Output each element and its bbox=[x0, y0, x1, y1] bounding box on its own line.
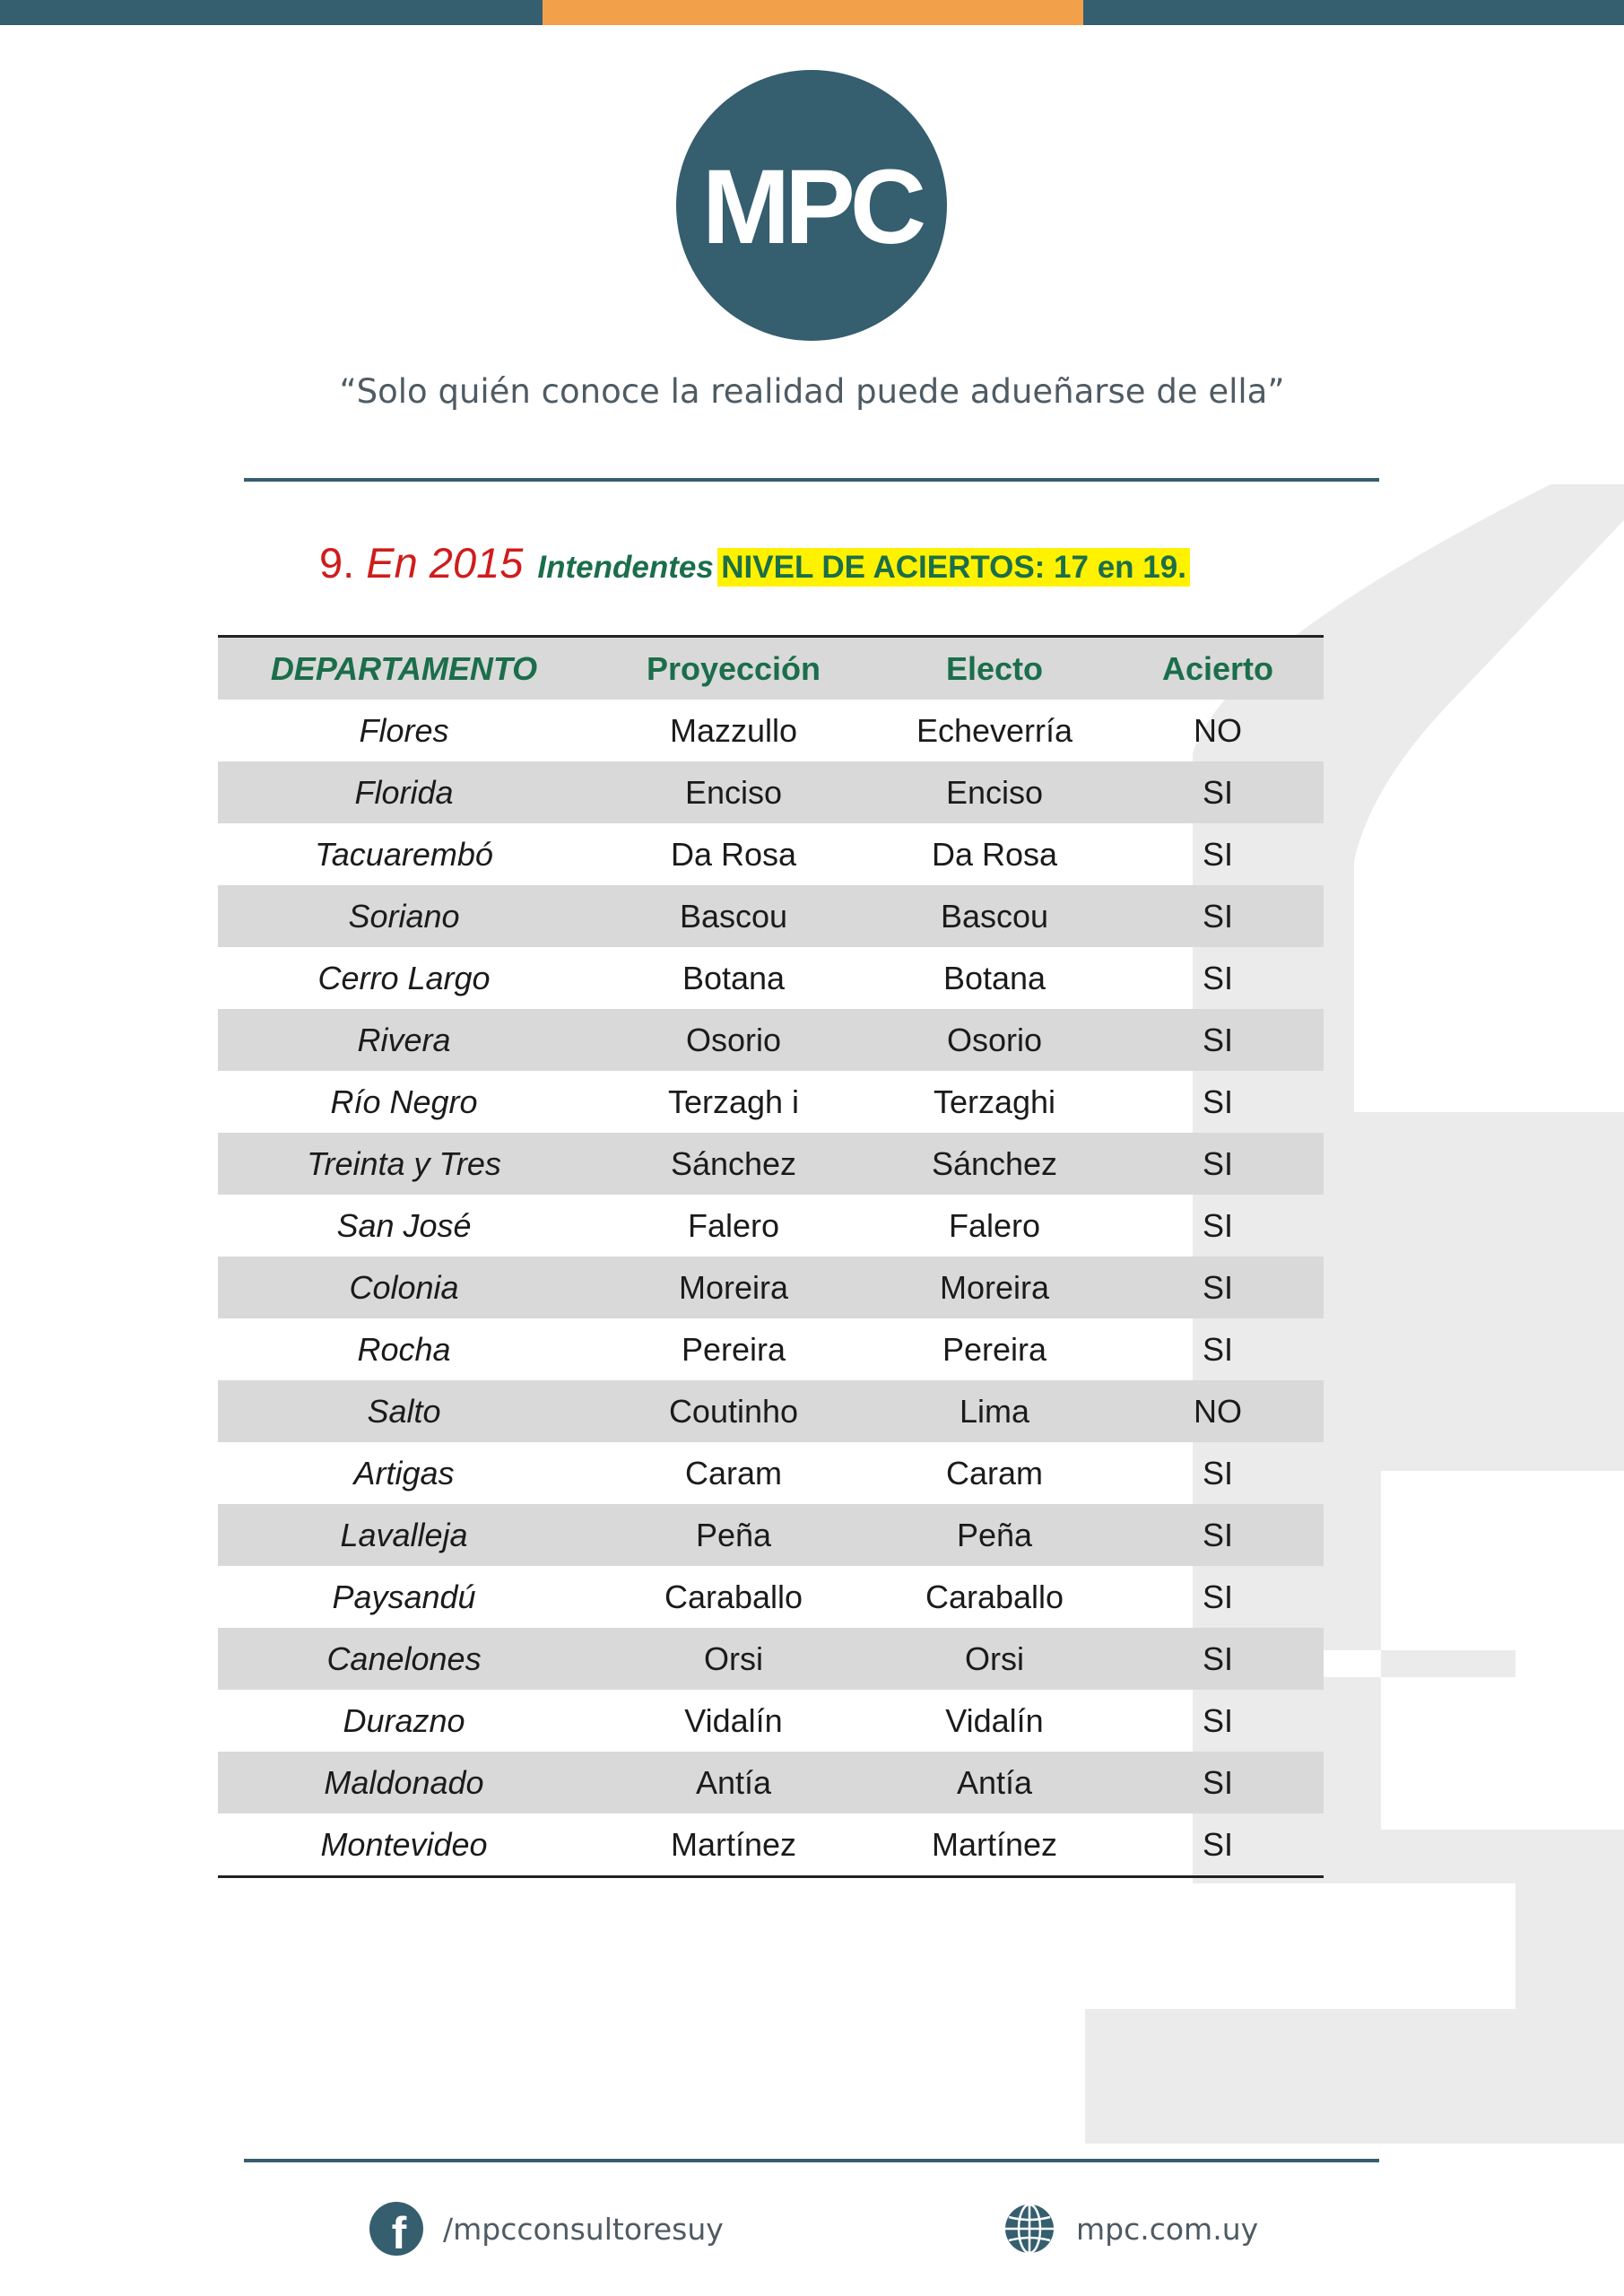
results-table bbox=[218, 635, 1324, 1878]
cell-electo: Terzaghi bbox=[933, 1083, 1056, 1120]
cell-proyeccion: Osorio bbox=[590, 1009, 877, 1071]
facebook-link[interactable] bbox=[369, 2202, 724, 2256]
cell-electo: Botana bbox=[942, 959, 1046, 996]
cell-departamento: Flores bbox=[359, 711, 449, 749]
top-color-bar bbox=[0, 0, 1624, 25]
cell-proyeccion: Enciso bbox=[590, 761, 877, 823]
cell-acierto: SI bbox=[1112, 885, 1324, 947]
footer-divider bbox=[244, 2159, 1379, 2162]
cell-proyeccion: Terzagh i bbox=[667, 1083, 800, 1120]
table-row bbox=[218, 947, 1324, 1009]
logo-text: MPC bbox=[701, 148, 922, 266]
heading-subtitle: Intendentes bbox=[537, 550, 714, 585]
cell-departamento: Rivera bbox=[218, 1009, 590, 1071]
cell-proyeccion: Antía bbox=[590, 1752, 877, 1813]
cell-departamento: Treinta y Tres bbox=[218, 1133, 590, 1195]
table-body bbox=[218, 700, 1324, 1877]
cell-acierto: SI bbox=[1202, 959, 1233, 996]
header-departamento: DEPARTAMENTO bbox=[218, 637, 590, 700]
website-url: mpc.com.uy bbox=[1076, 2211, 1259, 2247]
cell-proyeccion: Mazzullo bbox=[669, 711, 798, 749]
table-row bbox=[218, 885, 1324, 947]
cell-electo: Echeverría bbox=[916, 711, 1073, 749]
header-proyeccion: Proyección bbox=[590, 637, 877, 700]
cell-electo: Osorio bbox=[877, 1009, 1112, 1071]
table-row bbox=[218, 1071, 1324, 1133]
cell-acierto: SI bbox=[1112, 1504, 1324, 1566]
accuracy-highlight: NIVEL DE ACIERTOS: 17 en 19. bbox=[717, 548, 1190, 587]
cell-acierto: SI bbox=[1112, 1009, 1324, 1071]
cell-proyeccion: Peña bbox=[590, 1504, 877, 1566]
cell-acierto: SI bbox=[1112, 761, 1324, 823]
cell-proyeccion: Botana bbox=[682, 959, 786, 996]
mpc-logo bbox=[676, 70, 947, 341]
cell-proyeccion: Sánchez bbox=[590, 1133, 877, 1195]
cell-electo: Lima bbox=[877, 1380, 1112, 1442]
cell-electo: Falero bbox=[948, 1206, 1041, 1244]
table-row bbox=[218, 1628, 1324, 1690]
cell-proyeccion: Caraballo bbox=[664, 1578, 803, 1615]
table-row bbox=[218, 700, 1324, 761]
cell-proyeccion: Pereira bbox=[681, 1330, 786, 1368]
cell-departamento: Artigas bbox=[353, 1454, 455, 1492]
table-row bbox=[218, 761, 1324, 823]
top-bar-segment-right bbox=[1083, 0, 1624, 25]
table-row bbox=[218, 1690, 1324, 1752]
cell-proyeccion: Martínez bbox=[670, 1825, 797, 1863]
cell-electo: Enciso bbox=[877, 761, 1112, 823]
cell-electo: Caram bbox=[945, 1454, 1044, 1492]
header-acierto: Acierto bbox=[1112, 637, 1324, 700]
cell-proyeccion: Caram bbox=[684, 1454, 783, 1492]
section-heading bbox=[319, 538, 1190, 587]
header-divider bbox=[244, 478, 1379, 482]
cell-departamento: Paysandú bbox=[332, 1578, 476, 1615]
cell-proyeccion: Falero bbox=[687, 1206, 780, 1244]
table-row bbox=[218, 1504, 1324, 1566]
cell-electo: Pereira bbox=[942, 1330, 1047, 1368]
table-row bbox=[218, 1257, 1324, 1318]
table-row bbox=[218, 1813, 1324, 1877]
table-row bbox=[218, 1566, 1324, 1628]
cell-proyeccion: Coutinho bbox=[590, 1380, 877, 1442]
cell-departamento: Río Negro bbox=[330, 1083, 478, 1120]
cell-electo: Sánchez bbox=[877, 1133, 1112, 1195]
cell-departamento: Lavalleja bbox=[218, 1504, 590, 1566]
table-row bbox=[218, 1752, 1324, 1813]
cell-acierto: SI bbox=[1202, 1330, 1233, 1368]
cell-electo: Moreira bbox=[877, 1257, 1112, 1318]
cell-acierto: NO bbox=[1112, 1380, 1324, 1442]
cell-acierto: SI bbox=[1202, 1083, 1233, 1120]
cell-departamento: Soriano bbox=[218, 885, 590, 947]
cell-proyeccion: Bascou bbox=[590, 885, 877, 947]
table-row bbox=[218, 1380, 1324, 1442]
header-electo: Electo bbox=[877, 637, 1112, 700]
cell-acierto: SI bbox=[1202, 1578, 1233, 1615]
table-header-row bbox=[218, 637, 1324, 700]
cell-electo: Martínez bbox=[931, 1825, 1058, 1863]
cell-acierto: SI bbox=[1202, 1825, 1233, 1863]
table-row bbox=[218, 1318, 1324, 1380]
table-row bbox=[218, 1442, 1324, 1504]
cell-electo: Peña bbox=[877, 1504, 1112, 1566]
cell-electo: Antía bbox=[877, 1752, 1112, 1813]
heading-title-wrap bbox=[319, 539, 523, 587]
tagline: “Solo quién conoce la realidad puede adueñarse de ella” bbox=[339, 372, 1285, 411]
cell-acierto: SI bbox=[1202, 1206, 1233, 1244]
website-link[interactable] bbox=[1003, 2202, 1258, 2256]
cell-departamento: Canelones bbox=[218, 1628, 590, 1690]
table-row bbox=[218, 1009, 1324, 1071]
cell-electo: Da Rosa bbox=[931, 835, 1058, 873]
cell-proyeccion: Orsi bbox=[590, 1628, 877, 1690]
cell-acierto: SI bbox=[1112, 1257, 1324, 1318]
cell-electo: Vidalín bbox=[945, 1701, 1044, 1739]
cell-departamento: Durazno bbox=[343, 1701, 465, 1739]
facebook-handle: /mpcconsultoresuy bbox=[443, 2211, 724, 2247]
facebook-icon: f bbox=[369, 2202, 423, 2256]
table-row bbox=[218, 1133, 1324, 1195]
globe-icon bbox=[1003, 2202, 1056, 2256]
cell-proyeccion: Vidalín bbox=[684, 1701, 783, 1739]
cell-electo: Bascou bbox=[877, 885, 1112, 947]
cell-departamento: San José bbox=[336, 1206, 472, 1244]
cell-acierto: SI bbox=[1202, 1701, 1233, 1739]
cell-electo: Caraballo bbox=[925, 1578, 1064, 1615]
cell-departamento: Salto bbox=[218, 1380, 590, 1442]
table-row bbox=[218, 823, 1324, 885]
cell-acierto: SI bbox=[1112, 1752, 1324, 1813]
top-bar-segment-middle bbox=[543, 0, 1083, 25]
cell-acierto: SI bbox=[1112, 1628, 1324, 1690]
table-row bbox=[218, 1195, 1324, 1257]
heading-title: En 2015 bbox=[366, 539, 524, 587]
top-bar-segment-left bbox=[0, 0, 543, 25]
cell-proyeccion: Moreira bbox=[590, 1257, 877, 1318]
heading-number: 9. bbox=[319, 539, 355, 587]
cell-departamento: Cerro Largo bbox=[317, 959, 491, 996]
cell-departamento: Tacuarembó bbox=[315, 835, 493, 873]
cell-acierto: SI bbox=[1202, 1454, 1233, 1492]
cell-acierto: SI bbox=[1202, 835, 1233, 873]
cell-departamento: Colonia bbox=[218, 1257, 590, 1318]
cell-proyeccion: Da Rosa bbox=[670, 835, 797, 873]
cell-electo: Orsi bbox=[877, 1628, 1112, 1690]
cell-departamento: Maldonado bbox=[218, 1752, 590, 1813]
cell-departamento: Rocha bbox=[357, 1330, 451, 1368]
cell-departamento: Florida bbox=[218, 761, 590, 823]
cell-departamento: Montevideo bbox=[320, 1825, 488, 1863]
cell-acierto: NO bbox=[1194, 711, 1242, 749]
cell-acierto: SI bbox=[1112, 1133, 1324, 1195]
